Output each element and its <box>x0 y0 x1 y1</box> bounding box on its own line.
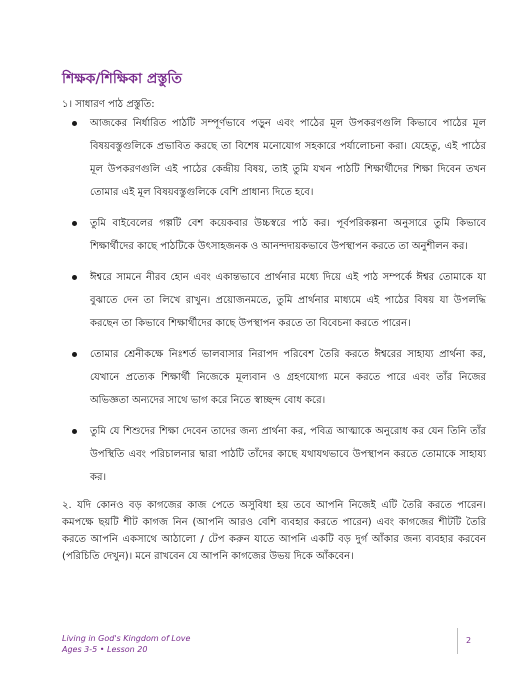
bullet-icon <box>72 275 77 280</box>
step-1-heading: ১। সাধারণ পাঠ প্রস্তুতি: <box>62 99 155 110</box>
bullet-icon <box>72 221 77 226</box>
list-item-text: আজকের নির্ধারিত পাঠটি সম্পূর্ণভাবে পড়ুন এবং পাঠের মূল উপকরণগুলি কিভাবে পাঠের মূল বিষয়বস্তুগুলিকে প্রভাবিত করছে তা বিশেষ মনোযোগ সহকারে পর্যালোচনা করা। যেহেতু, এই পাঠের মূল উপকরণগুলি এই পাঠের কেন্দ্রীয় বিষয়, তাই তুমি যখন পাঠটি শিক্ষার্থীদের শিক্ষা দিবেন তখন তোমার এই মূল বিষয়বস্তুগুলিকে বেশি প্রাধান্য দিতে হবে। <box>90 118 486 198</box>
list-item-text: তোমার শ্রেনীকক্ষে নিঃশর্ত ভালবাসার নিরাপদ পরিবেশ তৈরি করতে ঈশ্বরের সাহায্য প্রার্থনা কর, যেখানে প্রত্যেক শিক্ষার্থী নিজেকে মূল্যবান ও গ্রহণযোগ্য মনে করতে পারে এবং তাঁর নিজের অভিজ্ঞতা অন্যদের সাথে ভাগ করে নিতে স্বাচ্ছন্দ বোধ করে। <box>90 349 486 406</box>
list-item <box>62 266 486 335</box>
list-item <box>62 420 486 489</box>
page-number: 2 <box>466 636 472 645</box>
bullet-icon <box>72 429 77 434</box>
bullet-icon <box>72 121 77 126</box>
section-title: শিক্ষক/শিক্ষিকা প্রস্তুতি <box>62 71 182 87</box>
list-item-text: ঈশ্বরে সামনে নীরব হোন এবং একান্তভাবে প্রার্থনার মধ্যে দিয়ে এই পাঠ সম্পর্কে ঈশ্বর তোমাকে যা বুঝাতে দেন তা লিখে রাখুন। প্রয়োজনমতে, তুমি প্রার্থনার মাধ্যমে এই পাঠের বিষয় যা উপলদ্ধি করছেন তা কিভাবে শিক্ষার্থীদের কাছে উপস্থাপন করতে তা বিবেচনা করতে পারেন। <box>90 272 486 329</box>
list-item <box>62 343 486 412</box>
list-item-text: তুমি যে শিশুদের শিক্ষা দেবেন তাদের জন্য প্রার্থনা কর, পবিত্র আত্মাকে অনুরোধ কর যেন তিনি তাঁর উপস্থিতি এবং পরিচালনার দ্বারা পাঠটি তাঁদের কাছে যথাযথভাবে উপস্থাপন করতে তোমাকে সাহায্য কর। <box>90 426 486 483</box>
bullet-icon <box>72 352 77 357</box>
footer-series-title: Living in God's Kingdom of Love <box>62 634 191 643</box>
preparation-list <box>62 112 486 489</box>
footer-divider <box>457 628 458 654</box>
list-item <box>62 112 486 204</box>
list-item-text: তুমি বাইবেলের গল্পটি বেশ কয়েকবার উচ্চস্বরে পাঠ কর। পূর্বপরিকল্পনা অনুসারে তুমি কিভাবে শিক্ষার্থীদের কাছে পাঠটিকে উৎসাহজনক ও আনন্দদায়কভাবে উপস্থাপন করতে তা অনুশীলন কর। <box>90 218 486 252</box>
step-2-paragraph: ২. যদি কোনও বড় কাগজের কাজ পেতে অসুবিধা হয় তবে আপনি নিজেই এটি তৈরি করতে পারেন। কমপক্ষে ছয়টি শীট কাগজ নিন (আপনি আরও বেশি ব্যবহার করতে পারেন) এবং কাগজের শীটটি তৈরি করতে আপনি একসাথে আঠালো / টেপ করুন যাতে আপনি একটি বড় দুর্গ আঁকার জন্য ব্যবহার করবেন (পরিচিতি দেখুন)। মনে রাখবেন যে আপনি কাগজের উভয় দিকে আঁকবেন। <box>62 500 486 562</box>
footer <box>62 633 190 655</box>
list-item <box>62 212 486 258</box>
footer-lesson-info: Ages 3-5 • Lesson 20 <box>62 645 148 654</box>
main-content <box>62 112 486 565</box>
